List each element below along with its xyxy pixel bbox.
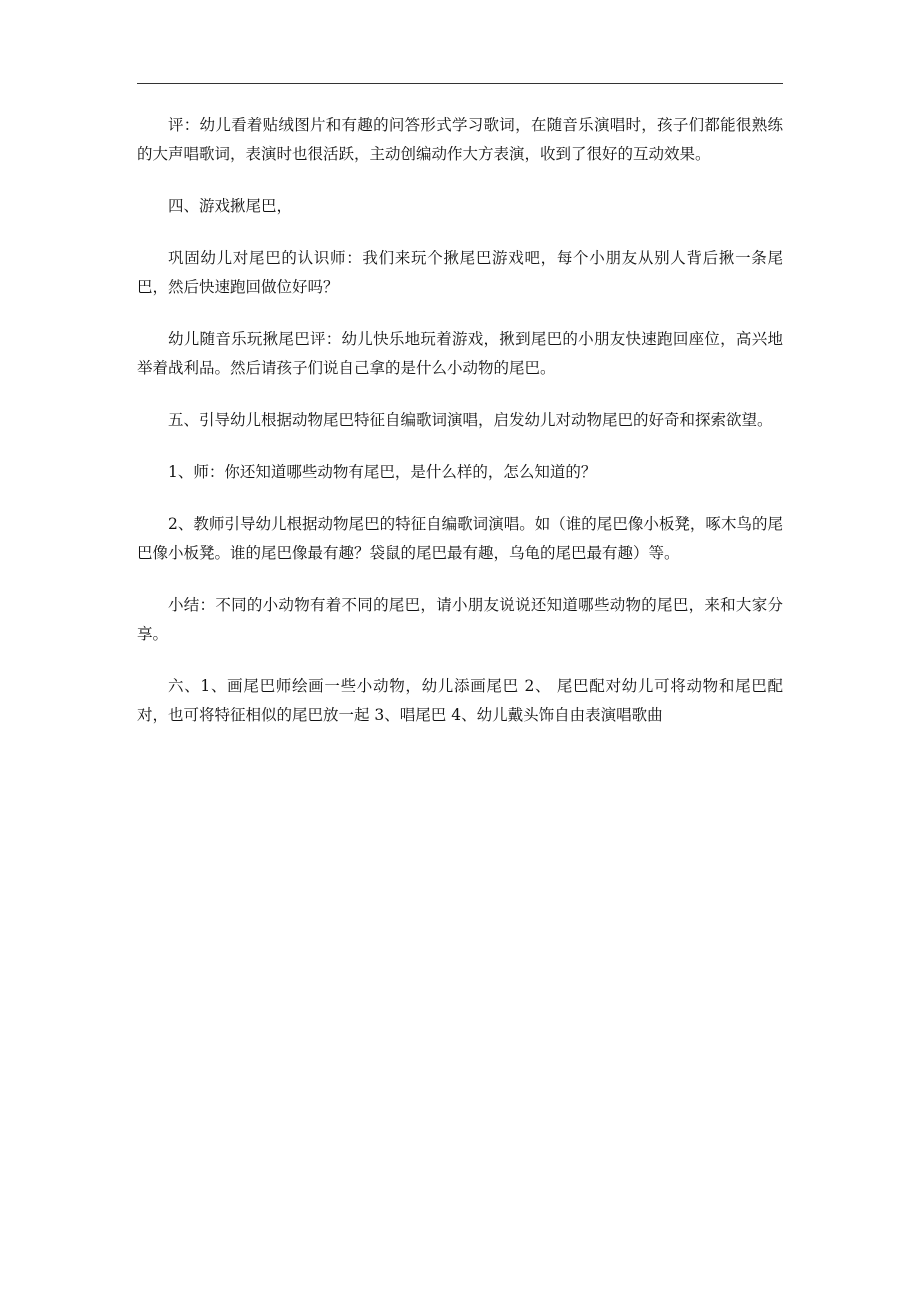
section-heading-game: 四、游戏揪尾巴，: [168, 197, 293, 215]
paragraph-game-intro: 巩固幼儿对尾巴的认识师：我们来玩个揪尾巴游戏吧，每个小朋友从别人背后揪一条尾巴，然后快速跑回做位好吗？: [137, 249, 783, 296]
paragraph-evaluation-song: 评：幼儿看着贴绒图片和有趣的问答形式学习歌词，在随音乐演唱时，孩子们都能很熟练的大声唱歌词，表演时也很活跃，主动创编动作大方表演，收到了很好的互动效果。: [137, 116, 783, 163]
section-heading-lyrics: 五、引导幼儿根据动物尾巴特征自编歌词演唱，启发幼儿对动物尾巴的好奇和探索欲望。: [168, 411, 773, 429]
header-rule: [137, 83, 783, 84]
paragraph-summary: 小结：不同的小动物有着不同的尾巴，请小朋友说说还知道哪些动物的尾巴，来和大家分享。: [137, 596, 783, 643]
paragraph-game-evaluation: 幼儿随音乐玩揪尾巴评：幼儿快乐地玩着游戏，揪到尾巴的小朋友快速跑回座位，高兴地举着战利品。然后请孩子们说自己拿的是什么小动物的尾巴。: [137, 330, 783, 377]
document-body: [137, 111, 783, 753]
paragraph-lyrics-example: 2、教师引导幼儿根据动物尾巴的特征自编歌词演唱。如（谁的尾巴像小板凳，啄木鸟的尾巴像小板凳。谁的尾巴像最有趣？袋鼠的尾巴最有趣，乌龟的尾巴最有趣）等。: [137, 515, 783, 562]
paragraph-question: 1、师：你还知道哪些动物有尾巴，是什么样的，怎么知道的？: [168, 463, 597, 481]
paragraph-extension-activities: 六、1、画尾巴师绘画一些小动物，幼儿添画尾巴 2、 尾巴配对幼儿可将动物和尾巴配对，也可将特征相似的尾巴放一起 3、唱尾巴 4、幼儿戴头饰自由表演唱歌曲: [137, 677, 783, 724]
